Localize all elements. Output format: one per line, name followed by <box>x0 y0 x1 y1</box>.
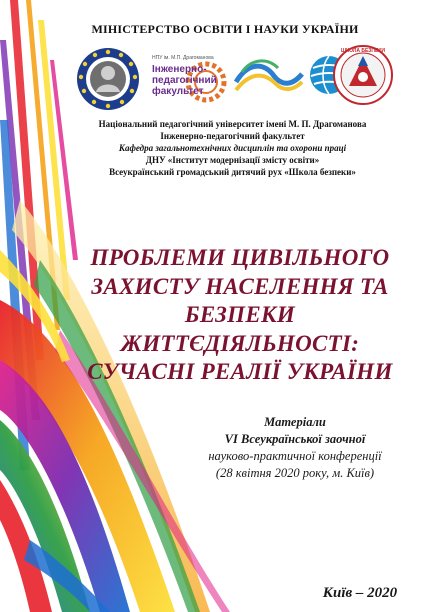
gear-icon <box>148 50 228 108</box>
university-emblem-icon <box>74 46 142 112</box>
title-line-1: ПРОБЛЕМИ ЦИВІЛЬНОГО <box>90 245 390 270</box>
svg-text:педагогічний: педагогічний <box>152 75 217 86</box>
city-year: Київ – 2020 <box>322 585 398 601</box>
title-line-4: СУЧАСНІ РЕАЛІЇ УКРАЇНИ <box>87 359 393 384</box>
svg-text:НПУ ім. М.П. Драгоманова: НПУ ім. М.П. Драгоманова <box>152 55 214 61</box>
institution-department: Кафедра загальнотехнічних дисциплін та охорони праці <box>118 143 347 153</box>
conference-line-1: VI Всеукраїнської заочної <box>224 432 366 446</box>
school-of-safety-logo-icon <box>332 44 394 106</box>
institution-imzo: ДНУ «Інститут модернізації змісту освіти» <box>145 155 320 165</box>
svg-text:факультет: факультет <box>152 86 204 97</box>
ministry-heading: МІНІСТЕРСТВО ОСВІТИ І НАУКИ УКРАЇНИ <box>91 22 359 36</box>
labour-protection-logo-icon <box>234 56 304 96</box>
conference-line-2: науково-практичної конференції <box>208 449 382 463</box>
title-line-3: БЕЗПЕКИ ЖИТТЄДІЯЛЬНОСТІ: <box>120 302 360 356</box>
svg-text:Інженерно-: Інженерно- <box>152 64 207 75</box>
conference-date: (28 квітня 2020 року, м. Київ) <box>215 466 375 480</box>
institution-university: Національний педагогічний університет імені М. П. Драгоманова <box>98 119 367 129</box>
faculty-logo <box>148 50 228 108</box>
institution-faculty: Інженерно-педагогічний факультет <box>160 131 305 141</box>
book-title <box>70 244 410 387</box>
title-line-2: ЗАХИСТУ НАСЕЛЕННЯ ТА <box>91 273 389 299</box>
institution-school-of-safety: Всеукраїнський громадський дитячий рух «Школа безпеки» <box>109 167 356 177</box>
materials-label: Матеріали <box>264 415 326 429</box>
svg-text:ШКОЛА БЕЗПЕКИ: ШКОЛА БЕЗПЕКИ <box>341 48 385 54</box>
logos-row <box>70 44 400 116</box>
